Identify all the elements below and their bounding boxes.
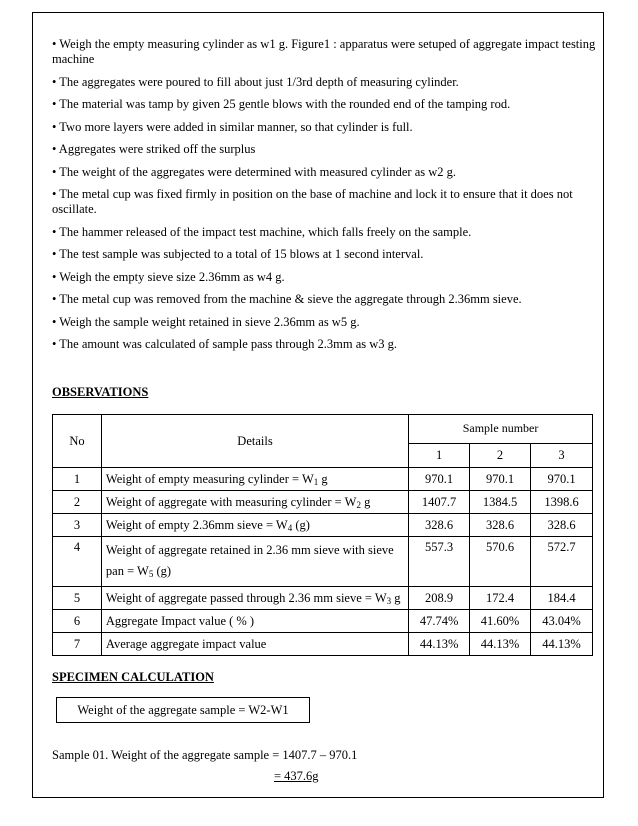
sample-header-1: 1 xyxy=(409,443,470,467)
sample-value: 328.6 xyxy=(409,514,470,537)
calculation-line: Sample 01. Weight of the aggregate sample = 1407.7 – 970.1 xyxy=(52,748,358,762)
procedure-step: • The hammer released of the impact test machine, which falls freely on the sample. xyxy=(52,224,472,239)
details-unit: (g) xyxy=(153,564,172,578)
row-details xyxy=(101,633,408,656)
table-row xyxy=(53,610,593,633)
sample-header-3: 3 xyxy=(531,443,593,467)
details-text: Average aggregate impact value xyxy=(105,636,267,651)
row-number: 3 xyxy=(53,514,102,537)
sample-value: 1407.7 xyxy=(409,491,470,514)
details-subscript: 1 xyxy=(313,476,319,487)
details-subscript: 4 xyxy=(287,522,293,533)
col-header-sample-number: Sample number xyxy=(409,415,593,444)
specimen-heading: SPECIMEN CALCULATION xyxy=(52,670,214,684)
procedure-step: • Aggregates were striked off the surplus xyxy=(52,142,256,156)
details-text: Weight of empty 2.36mm sieve = W xyxy=(105,517,288,532)
row-details xyxy=(101,514,408,537)
sample-value: 1398.6 xyxy=(531,491,593,514)
procedure-step: • Weigh the empty measuring cylinder as w1 g. Figure1 : apparatus were setuped of aggregate impact testing machine xyxy=(52,37,596,66)
sample-header-2: 2 xyxy=(470,443,531,467)
sample-value: 44.13% xyxy=(470,633,531,656)
sample-value: 41.60% xyxy=(470,610,531,633)
details-unit: g xyxy=(360,494,371,509)
row-number: 5 xyxy=(53,587,102,610)
details-text: Weight of aggregate with measuring cylinder = W xyxy=(105,494,357,509)
calculation-result: = 437.6g xyxy=(274,769,319,783)
observations-heading: OBSERVATIONS xyxy=(52,385,149,399)
row-number: 6 xyxy=(53,610,102,633)
row-details xyxy=(101,587,408,610)
details-text: Weight of aggregate passed through 2.36 mm sieve = W xyxy=(105,590,387,605)
table-row xyxy=(53,491,593,514)
table-row xyxy=(53,468,593,491)
row-number: 2 xyxy=(53,491,102,514)
details-subscript: 5 xyxy=(148,569,154,579)
procedure-step: • Weigh the empty sieve size 2.36mm as w4 g. xyxy=(52,269,285,284)
procedure-step: • Weigh the sample weight retained in sieve 2.36mm as w5 g. xyxy=(52,314,360,329)
table-row xyxy=(53,587,593,610)
details-text: Weight of empty measuring cylinder = W xyxy=(105,471,314,486)
row-details xyxy=(101,537,408,587)
sample-value: 184.4 xyxy=(531,587,593,610)
row-number: 7 xyxy=(53,633,102,656)
formula-text: Weight of the aggregate sample = W2-W1 xyxy=(77,702,289,717)
table-row xyxy=(53,633,593,656)
procedure-step: • The aggregates were poured to fill about just 1/3rd depth of measuring cylinder. xyxy=(52,74,459,89)
sample-value: 172.4 xyxy=(470,587,531,610)
observations-table xyxy=(52,414,593,656)
sample-value: 557.3 xyxy=(409,537,470,587)
procedure-step: • The amount was calculated of sample pass through 2.3mm as w3 g. xyxy=(52,337,398,351)
sample-value: 328.6 xyxy=(470,514,531,537)
procedure-list xyxy=(52,37,600,360)
row-details xyxy=(101,610,408,633)
row-number: 4 xyxy=(53,537,102,587)
details-text: Weight of aggregate retained in 2.36 mm sieve with sieve xyxy=(105,543,394,557)
details-unit: g xyxy=(318,471,328,486)
row-number: 1 xyxy=(53,468,102,491)
sample-value: 1384.5 xyxy=(470,491,531,514)
sample-value: 208.9 xyxy=(409,587,470,610)
details-text-line2: pan = W xyxy=(105,564,149,578)
details-subscript: 2 xyxy=(356,499,361,510)
sample-value: 328.6 xyxy=(531,514,593,537)
col-header-no: No xyxy=(53,415,102,468)
sample-value: 970.1 xyxy=(531,468,593,491)
procedure-step: • The test sample was subjected to a total of 15 blows at 1 second interval. xyxy=(52,247,424,261)
table-row xyxy=(53,537,593,587)
col-header-details: Details xyxy=(101,415,408,468)
sample-value: 43.04% xyxy=(531,610,593,633)
sample-value: 970.1 xyxy=(470,468,531,491)
details-subscript: 3 xyxy=(386,595,392,606)
row-details xyxy=(101,468,408,491)
details-unit: (g) xyxy=(292,517,310,532)
sample-value: 570.6 xyxy=(470,537,531,587)
procedure-step: • The material was tamp by given 25 gentle blows with the rounded end of the tamping rod. xyxy=(52,97,511,111)
sample-value: 970.1 xyxy=(409,468,470,491)
formula-box xyxy=(56,697,310,723)
table-row xyxy=(53,514,593,537)
procedure-step: • The weight of the aggregates were determined with measured cylinder as w2 g. xyxy=(52,164,457,179)
procedure-step: • Two more layers were added in similar manner, so that cylinder is full. xyxy=(52,119,413,134)
row-details xyxy=(101,491,408,514)
procedure-step: • The metal cup was removed from the machine & sieve the aggregate through 2.36mm sieve. xyxy=(52,292,522,306)
sample-value: 44.13% xyxy=(531,633,593,656)
procedure-step: • The metal cup was fixed firmly in position on the base of machine and lock it to ensure that it does not oscillate. xyxy=(52,187,573,216)
details-text: Aggregate Impact value ( % ) xyxy=(105,613,255,628)
sample-value: 44.13% xyxy=(409,633,470,656)
sample-value: 47.74% xyxy=(409,610,470,633)
details-unit: g xyxy=(391,590,401,605)
sample-value: 572.7 xyxy=(531,537,593,587)
